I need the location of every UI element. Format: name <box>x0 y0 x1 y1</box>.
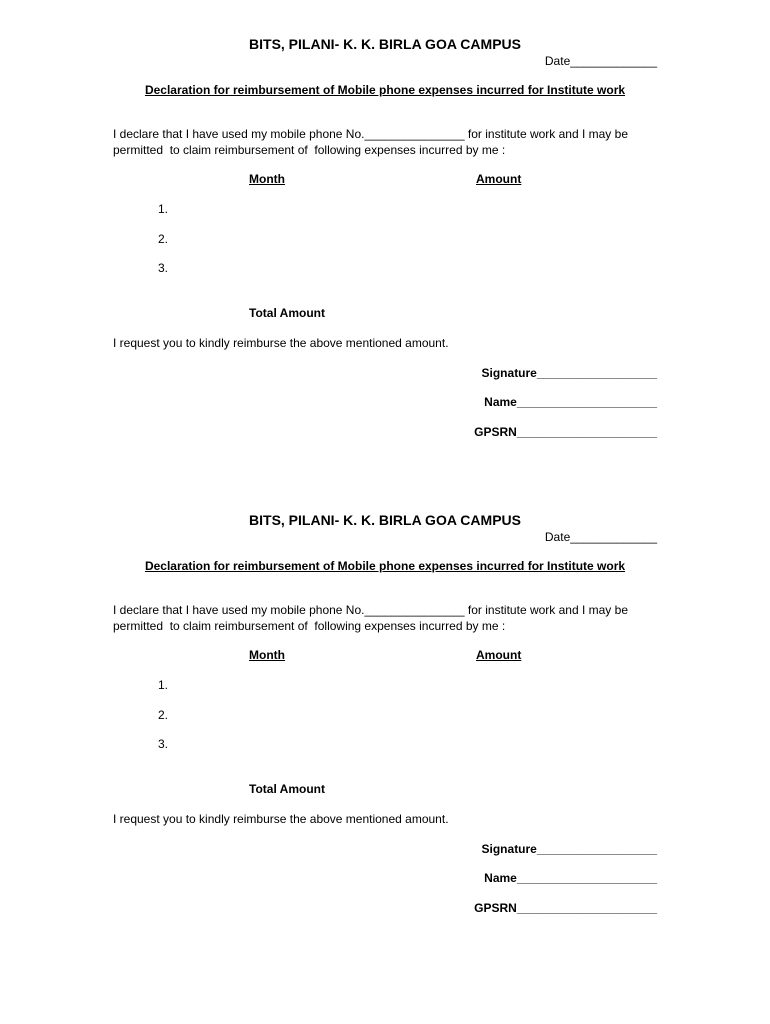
total-amount-label: Total Amount <box>249 306 325 320</box>
declaration-heading: Declaration for reimbursement of Mobile phone expenses incurred for Institute work <box>144 559 626 573</box>
total-amount-label: Total Amount <box>249 782 325 796</box>
signature-field: Signature__________________ <box>481 842 657 856</box>
expense-row-number: 1. <box>158 678 169 692</box>
amount-column-header: Amount <box>476 172 522 186</box>
expense-row-number: 2. <box>158 232 169 246</box>
declaration-paragraph-line-1: I declare that I have used my mobile phone No._______________ for institute work and I may be <box>113 603 628 617</box>
expense-row-number: 3. <box>158 261 169 275</box>
declaration-paragraph-line-1: I declare that I have used my mobile phone No._______________ for institute work and I may be <box>113 127 628 141</box>
declaration-paragraph-line-2: permitted to claim reimbursement of following expenses incurred by me : <box>113 143 506 157</box>
expense-row-number: 1. <box>158 202 169 216</box>
name-field: Name_____________________ <box>484 395 657 409</box>
declaration-heading: Declaration for reimbursement of Mobile phone expenses incurred for Institute work <box>144 83 626 97</box>
date-field: Date_____________ <box>544 530 657 544</box>
amount-column-header: Amount <box>476 648 522 662</box>
form-title: BITS, PILANI- K. K. BIRLA GOA CAMPUS <box>249 36 521 52</box>
gpsrn-field: GPSRN_____________________ <box>474 901 657 915</box>
gpsrn-field: GPSRN_____________________ <box>474 425 657 439</box>
reimbursement-form-2 <box>0 476 770 952</box>
month-column-header: Month <box>249 172 285 186</box>
form-title: BITS, PILANI- K. K. BIRLA GOA CAMPUS <box>249 512 521 528</box>
expense-row-number: 3. <box>158 737 169 751</box>
reimbursement-form-1 <box>0 0 770 476</box>
signature-field: Signature__________________ <box>481 366 657 380</box>
name-field: Name_____________________ <box>484 871 657 885</box>
month-column-header: Month <box>249 648 285 662</box>
date-field: Date_____________ <box>544 54 657 68</box>
request-text: I request you to kindly reimburse the above mentioned amount. <box>113 336 449 350</box>
declaration-paragraph-line-2: permitted to claim reimbursement of following expenses incurred by me : <box>113 619 506 633</box>
request-text: I request you to kindly reimburse the above mentioned amount. <box>113 812 449 826</box>
expense-row-number: 2. <box>158 708 169 722</box>
